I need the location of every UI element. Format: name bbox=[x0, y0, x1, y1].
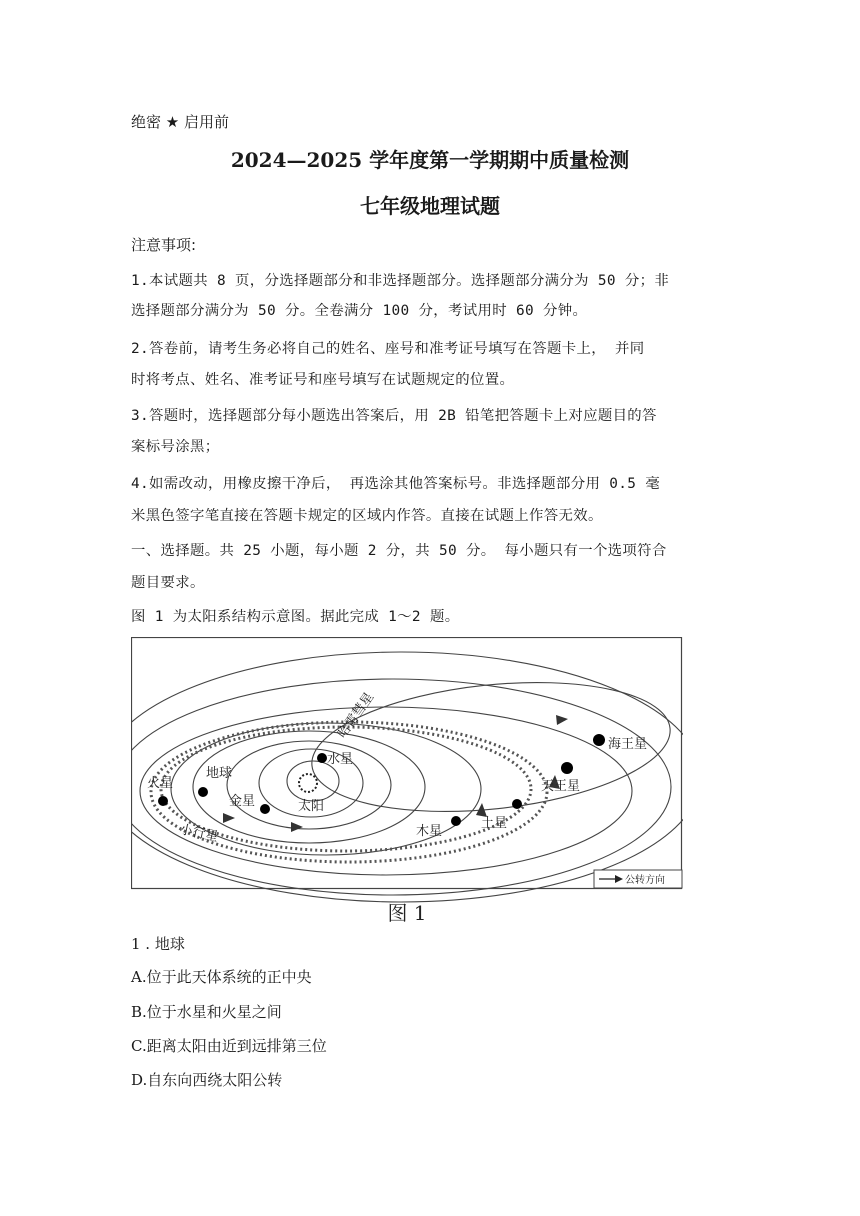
sun-label: 太阳 bbox=[298, 799, 325, 814]
section-heading-cont: 题目要求。 bbox=[131, 575, 205, 591]
neptune-marker bbox=[593, 734, 605, 746]
legend-label: 公转方向 bbox=[625, 875, 665, 886]
confidential-label: 绝密 ★ 启用前 bbox=[131, 113, 229, 131]
saturn-label: 土星 bbox=[481, 816, 508, 831]
notes-line: 3.答题时，选择题部分每小题选出答案后，用 2B 铅笔把答题卡上对应题目的答 bbox=[131, 408, 657, 424]
jupiter-marker bbox=[451, 816, 461, 826]
neptune-label: 海王星 bbox=[608, 737, 648, 752]
notes-line: 时将考点、姓名、准考证号和座号填写在试题规定的位置。 bbox=[131, 372, 515, 388]
venus-marker bbox=[260, 804, 270, 814]
section-heading: 一、选择题。共 25 小题，每小题 2 分，共 50 分。 每小题只有一个选项符合 bbox=[131, 543, 667, 559]
exam-subtitle: 七年级地理试题 bbox=[360, 194, 500, 218]
uranus-label: 天王星 bbox=[541, 779, 581, 794]
jupiter-label: 木星 bbox=[416, 824, 443, 839]
comet-label: 哈雷彗星 bbox=[334, 690, 378, 742]
option-c: C.距离太阳由近到远排第三位 bbox=[131, 1037, 327, 1055]
notes-line: 米黑色签字笔直接在答题卡规定的区域内作答。直接在试题上作答无效。 bbox=[131, 508, 603, 524]
legend bbox=[594, 870, 682, 888]
question-stem: 1 . 地球 bbox=[131, 935, 185, 953]
solar-system-diagram bbox=[131, 637, 683, 927]
asteroid-label: 小行星 bbox=[178, 822, 220, 846]
option-d: D.自东向西绕太阳公转 bbox=[131, 1071, 283, 1089]
earth-marker bbox=[198, 787, 208, 797]
venus-label: 金星 bbox=[229, 794, 256, 809]
saturn-marker bbox=[512, 799, 522, 809]
option-b: B.位于水星和火星之间 bbox=[131, 1003, 282, 1021]
exam-title: 2024—2025 学年度第一学期期中质量检测 bbox=[230, 148, 630, 172]
mercury-label: 水星 bbox=[327, 752, 354, 767]
figure-intro: 图 1 为太阳系结构示意图。据此完成 1～2 题。 bbox=[131, 609, 460, 625]
notes-line: 1.本试题共 8 页，分选择题部分和非选择题部分。选择题部分满分为 50 分；非 bbox=[131, 273, 670, 289]
uranus-marker bbox=[561, 762, 573, 774]
notes-line: 案标号涂黑； bbox=[131, 439, 220, 455]
mars-label: 火星 bbox=[147, 776, 174, 791]
notes-heading: 注意事项: bbox=[131, 236, 197, 254]
earth-label: 地球 bbox=[206, 766, 233, 781]
notes-line: 4.如需改动，用橡皮擦干净后， 再选涂其他答案标号。非选择题部分用 0.5 毫 bbox=[131, 476, 661, 492]
mars-marker bbox=[158, 796, 168, 806]
notes-line: 2.答卷前，请考生务必将自己的姓名、座号和准考证号填写在答题卡上， 并同 bbox=[131, 341, 645, 357]
figure-caption: 图 1 bbox=[387, 901, 427, 925]
mercury-marker bbox=[317, 753, 327, 763]
option-a: A.位于此天体系统的正中央 bbox=[131, 968, 312, 986]
sun-marker bbox=[299, 774, 317, 792]
notes-line: 选择题部分满分为 50 分。全卷满分 100 分，考试用时 60 分钟。 bbox=[131, 303, 588, 319]
